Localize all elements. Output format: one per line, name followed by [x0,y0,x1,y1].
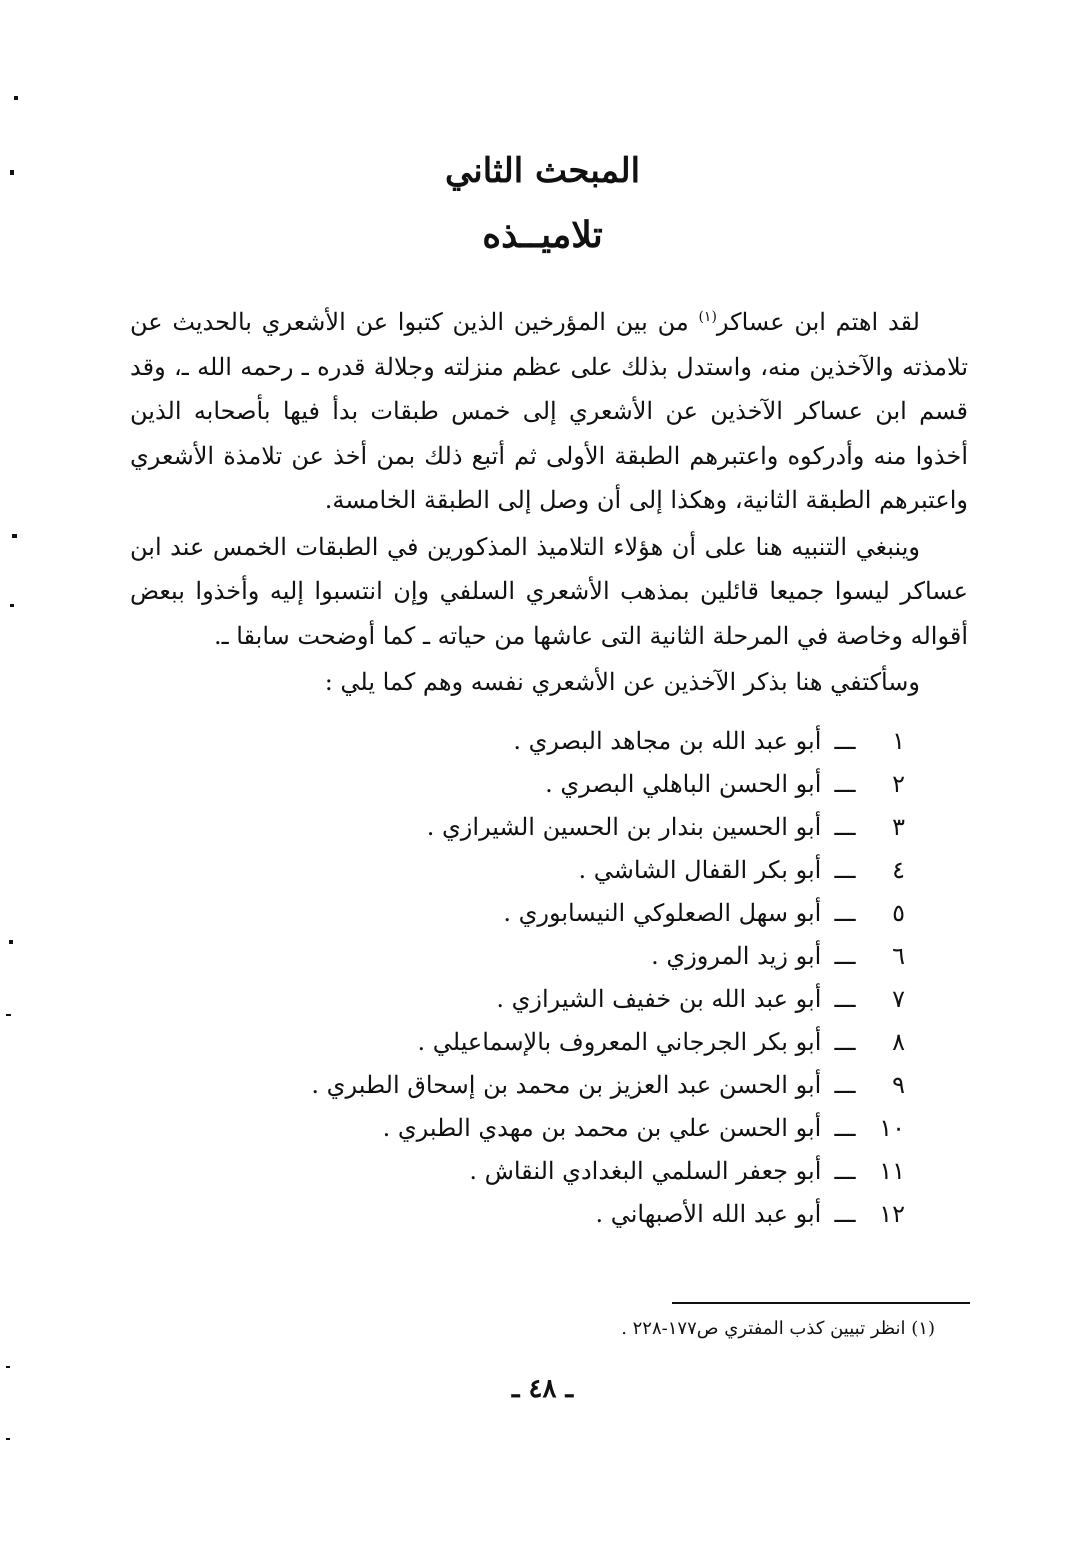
list-dash: ـــ [834,856,856,884]
student-number: ٥ [892,899,905,927]
student-name: أبو الحسن عبد العزيز بن محمد بن إسحاق الطبري . [311,1071,822,1099]
scan-speck [12,534,17,538]
student-name: أبو عبد الله بن مجاهد البصري . [513,727,822,755]
student-number: ١١ [879,1157,905,1185]
student-item [145,1064,905,1107]
list-dash: ـــ [834,1200,856,1228]
page-number: ـ ٤٨ ـ [511,1374,574,1404]
student-number: ٢ [892,770,905,798]
student-item [145,978,905,1021]
chapter-title: المبحث الثاني [444,151,641,191]
scan-speck [6,1366,10,1368]
paragraph-3: وسأكتفي هنا بذكر الآخذين عن الأشعري نفسه وهم كما يلي : [324,668,920,696]
list-dash: ـــ [834,1157,856,1185]
footnote-reference[interactable]: (١) [698,309,717,325]
student-number: ١ [892,727,905,755]
list-dash: ـــ [834,1028,856,1056]
student-item [145,1193,905,1236]
scan-speck [14,96,18,100]
list-dash: ـــ [834,727,856,755]
student-item [145,1150,905,1193]
footnote: (١) انظر تبيين كذب المفتري ص١٧٧-٢٢٨ . [621,1318,935,1339]
paragraph-2: وينبغي التنبيه هنا على أن هؤلاء التلاميذ المذكورين في الطبقات الخمس عند ابن عساكر ليسوا جميعا قائلين بمذهب الأشعري السلفي وإن انتسبوا إليه وأخذوا ببعض أقواله وخاصة في المرحلة الثانية التى عاشها من حياته ـ كما أوضحت سابقا ـ. [130,532,968,650]
students-list [145,720,905,1236]
student-name: أبو عبد الله بن خفيف الشيرازي . [496,985,822,1013]
paragraph-1-rest: من بين المؤرخين الذين كتبوا عن الأشعري بالحديث عن تلامذته والآخذين منه، واستدل بذلك على عظم منزلته وجلالة قدره ـ رحمه الله ـ، وقد قسم ابن عساكر الآخذين عن الأشعري إلى خمس طبقات بدأ فيها بأصحابه الذين أخذوا منه وأدركوه واعتبرهم الطبقة الأولى ثم أتبع ذلك بمن أخذ عن تلامذة الأشعري واعتبرهم الطبقة الثانية، وهكذا إلى أن وصل إلى الطبقة الخامسة. [130,308,968,514]
student-item [145,935,905,978]
list-dash: ـــ [834,985,856,1013]
student-item [145,1107,905,1150]
list-dash: ـــ [834,770,856,798]
list-dash: ـــ [834,1114,856,1142]
student-name: أبو عبد الله الأصبهاني . [595,1200,822,1228]
student-name: أبو سهل الصعلوكي النيسابوري . [503,899,822,927]
student-number: ١٠ [879,1114,905,1142]
paragraph-1 [130,300,968,523]
student-name: أبو بكر القفال الشاشي . [578,856,822,884]
student-name: أبو بكر الجرجاني المعروف بالإسماعيلي . [417,1028,822,1056]
student-number: ٨ [892,1028,905,1056]
student-number: ٦ [892,942,905,970]
student-name: أبو الحسن الباهلي البصري . [545,770,822,798]
footnote-divider [672,1302,970,1304]
scan-speck [6,1438,10,1440]
student-item [145,1021,905,1064]
student-number: ٣ [892,813,905,841]
student-item [145,849,905,892]
scan-speck [9,940,13,944]
student-name: أبو الحسن علي بن محمد بن مهدي الطبري . [382,1114,822,1142]
student-item [145,763,905,806]
student-item [145,720,905,763]
list-dash: ـــ [834,899,856,927]
scan-speck [10,604,14,607]
student-number: ٧ [892,985,905,1013]
list-dash: ـــ [834,1071,856,1099]
scan-speck [10,170,14,175]
student-number: ٤ [892,856,905,884]
student-number: ٩ [892,1071,905,1099]
paragraph-1-start: لقد اهتم ابن عساكر [716,308,920,336]
student-name: أبو زيد المروزي . [651,942,822,970]
student-item [145,892,905,935]
student-number: ١٢ [879,1200,905,1228]
student-item [145,806,905,849]
title-block [0,148,1085,260]
list-dash: ـــ [834,813,856,841]
student-name: أبو جعفر السلمي البغدادي النقاش . [469,1157,822,1185]
scan-speck [6,1014,11,1016]
list-dash: ـــ [834,942,856,970]
section-title: تلاميــذه [482,213,603,256]
student-name: أبو الحسين بندار بن الحسين الشيرازي . [426,813,822,841]
body-text [130,300,968,705]
